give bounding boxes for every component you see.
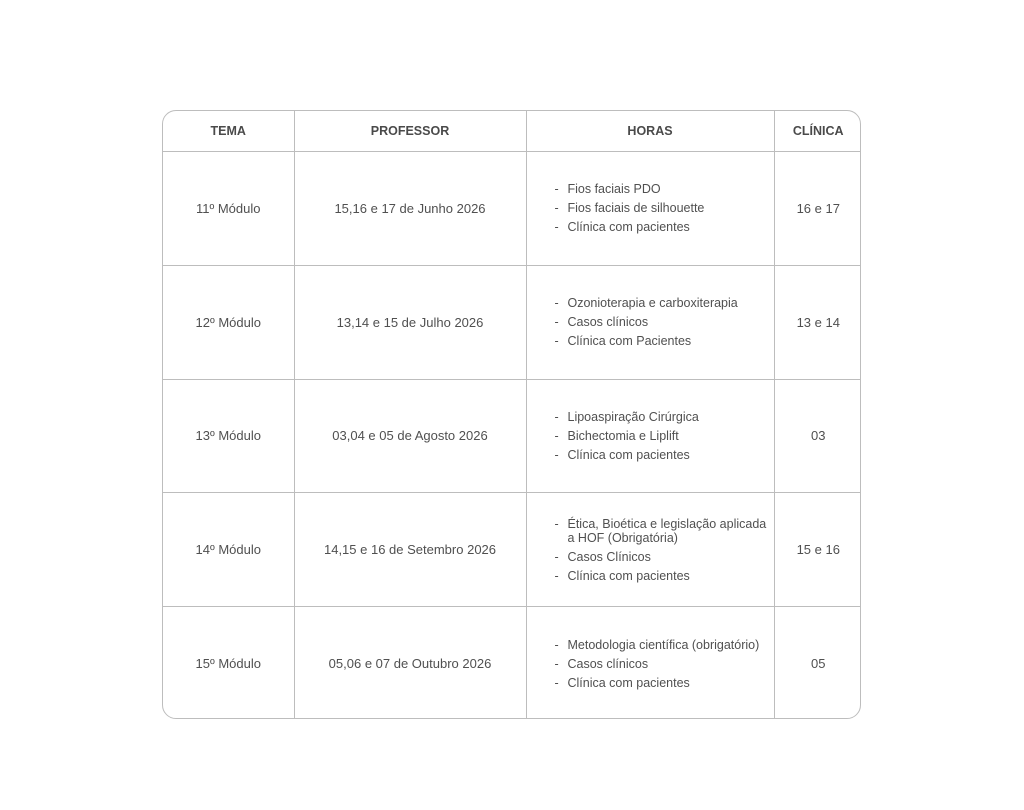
- dash-marker: -: [554, 656, 559, 671]
- list-item: [555, 676, 774, 690]
- list-item: [555, 517, 774, 545]
- cell-tema: 13º Módulo: [163, 379, 294, 493]
- topic-text: Clínica com pacientes: [567, 220, 690, 235]
- cell-professor: 13,14 e 15 de Julho 2026: [294, 265, 526, 379]
- cell-horas: [526, 265, 774, 379]
- topic-text: Metodologia científica (obrigatório): [567, 637, 760, 652]
- cell-horas: [526, 493, 774, 607]
- cell-professor: 15,16 e 17 de Junho 2026: [294, 152, 526, 266]
- dash-marker: -: [554, 409, 559, 424]
- cell-professor: 03,04 e 05 de Agosto 2026: [294, 379, 526, 493]
- topic-list: [555, 638, 774, 690]
- list-item: [555, 550, 774, 564]
- dash-marker: -: [554, 296, 559, 311]
- topic-text: Fios faciais de silhouette: [567, 201, 705, 216]
- cell-horas: [526, 152, 774, 266]
- header-horas: HORAS: [526, 111, 774, 152]
- dash-marker: -: [554, 516, 559, 531]
- topic-list: [555, 182, 774, 234]
- dash-marker: -: [554, 637, 559, 652]
- cell-clinica: 13 e 14: [774, 265, 861, 379]
- cell-professor: 05,06 e 07 de Outubro 2026: [294, 607, 526, 719]
- table-row: [163, 493, 861, 607]
- cell-tema: 15º Módulo: [163, 607, 294, 719]
- schedule-table: [163, 111, 861, 719]
- list-item: [555, 315, 774, 329]
- header-professor: PROFESSOR: [294, 111, 526, 152]
- dash-marker: -: [554, 220, 559, 235]
- dash-marker: -: [554, 447, 559, 462]
- list-item: [555, 569, 774, 583]
- dash-marker: -: [554, 675, 559, 690]
- topic-text: Casos clínicos: [567, 315, 649, 330]
- list-item: [555, 410, 774, 424]
- topic-text: Lipoaspiração Cirúrgica: [567, 409, 699, 424]
- table-row: [163, 379, 861, 493]
- cell-horas: [526, 379, 774, 493]
- table-header-row: [163, 111, 861, 152]
- table-row: [163, 152, 861, 266]
- list-item: [555, 334, 774, 348]
- topic-text: Bichectomia e Liplift: [567, 428, 679, 443]
- dash-marker: -: [554, 315, 559, 330]
- list-item: [555, 657, 774, 671]
- cell-horas: [526, 607, 774, 719]
- topic-text: Clínica com pacientes: [567, 568, 690, 583]
- cell-tema: 14º Módulo: [163, 493, 294, 607]
- topic-text: Casos Clínicos: [567, 549, 651, 564]
- list-item: [555, 429, 774, 443]
- topic-text: Casos clínicos: [567, 656, 649, 671]
- cell-tema: 12º Módulo: [163, 265, 294, 379]
- topic-text: Ozonioterapia e carboxiterapia: [567, 296, 738, 311]
- cell-clinica: 15 e 16: [774, 493, 861, 607]
- topic-text: Fios faciais PDO: [567, 182, 661, 197]
- topic-text: Ética, Bioética e legislação aplicada a HOF (Obrigatória): [567, 516, 767, 545]
- list-item: [555, 296, 774, 310]
- dash-marker: -: [554, 182, 559, 197]
- cell-tema: 11º Módulo: [163, 152, 294, 266]
- schedule-table-container: [162, 110, 861, 719]
- dash-marker: -: [554, 568, 559, 583]
- list-item: [555, 448, 774, 462]
- topic-text: Clínica com pacientes: [567, 447, 690, 462]
- cell-clinica: 16 e 17: [774, 152, 861, 266]
- topic-text: Clínica com Pacientes: [567, 334, 692, 349]
- topic-list: [555, 296, 774, 348]
- table-row: [163, 607, 861, 719]
- cell-clinica: 05: [811, 656, 826, 672]
- list-item: [555, 182, 774, 196]
- topic-list: [555, 410, 774, 462]
- header-clinica: CLÍNICA: [774, 111, 861, 152]
- dash-marker: -: [554, 334, 559, 349]
- cell-clinica: 03: [774, 379, 861, 493]
- header-tema: TEMA: [163, 111, 294, 152]
- dash-marker: -: [554, 549, 559, 564]
- list-item: [555, 220, 774, 234]
- topic-list: [555, 517, 774, 583]
- table-row: [163, 265, 861, 379]
- list-item: [555, 638, 774, 652]
- cell-professor: 14,15 e 16 de Setembro 2026: [294, 493, 526, 607]
- list-item: [555, 201, 774, 215]
- dash-marker: -: [554, 201, 559, 216]
- topic-text: Clínica com pacientes: [567, 675, 690, 690]
- dash-marker: -: [554, 428, 559, 443]
